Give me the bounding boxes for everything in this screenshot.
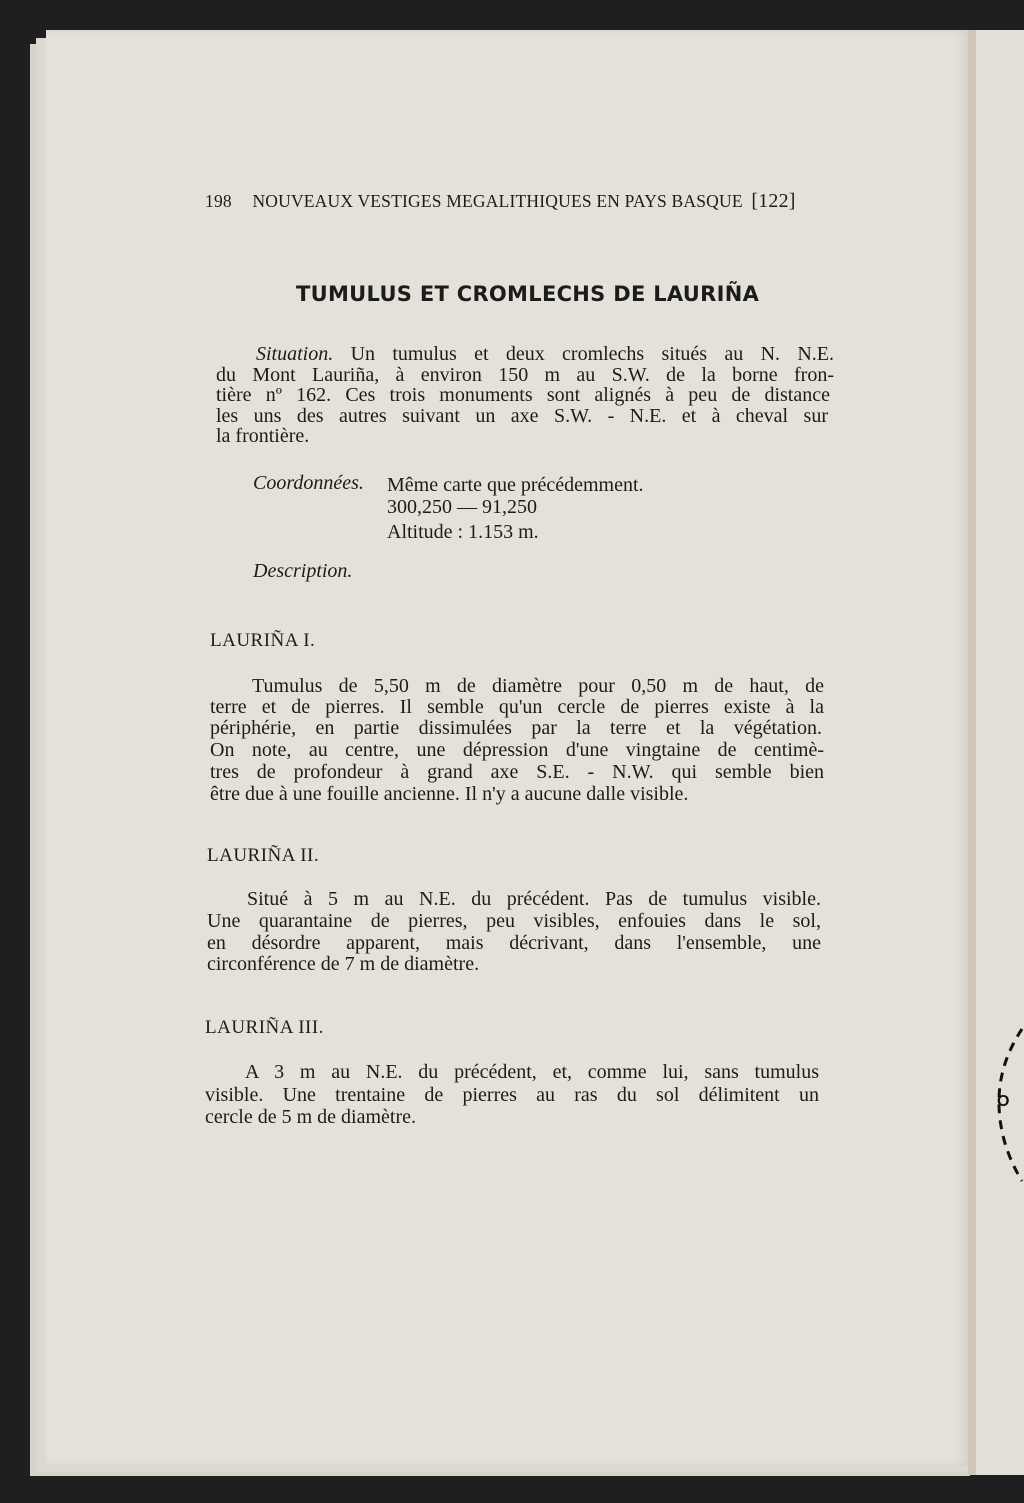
section-line: visible. Une trentaine de pierres au ras du sol délimitent un bbox=[205, 1084, 819, 1106]
section-line: en désordre apparent, mais décrivant, dans l'ensemble, une bbox=[207, 932, 821, 954]
coordinates-line: 300,250 — 91,250 bbox=[387, 496, 537, 518]
coordinates-label: Coordonnées. bbox=[253, 472, 364, 494]
situation-line: les uns des autres suivant un axe S.W. - N.E. et à cheval sur bbox=[216, 405, 828, 427]
section-heading: LAURIÑA II. bbox=[207, 845, 320, 866]
page-title: TUMULUS ET CROMLECHS DE LAURIÑA bbox=[296, 282, 760, 306]
section-line: tres de profondeur à grand axe S.E. - N.W. qui semble bien bbox=[210, 761, 824, 783]
next-page-edge bbox=[976, 30, 1024, 1475]
coordinates-line: Même carte que précédemment. bbox=[387, 474, 644, 496]
section-line: On note, au centre, une dépression d'une vingtaine de centimè- bbox=[210, 739, 824, 761]
diagram-stone-label: O bbox=[997, 1093, 1010, 1110]
section-line: circonférence de 7 m de diamètre. bbox=[207, 953, 480, 975]
section-line: Une quarantaine de pierres, peu visibles, enfouies dans le sol, bbox=[207, 910, 821, 932]
running-title: NOUVEAUX VESTIGES MEGALITHIQUES EN PAYS BASQUE bbox=[252, 191, 743, 211]
running-head bbox=[205, 190, 796, 213]
section-line: Situé à 5 m au N.E. du précédent. Pas de tumulus visible. bbox=[247, 888, 821, 910]
section-line: périphérie, en partie dissimulées par la terre et la végétation. bbox=[210, 717, 822, 739]
section-line: A 3 m au N.E. du précédent, et, comme lui, sans tumulus bbox=[245, 1061, 819, 1083]
section-heading: LAURIÑA III. bbox=[205, 1017, 324, 1038]
section-line: cercle de 5 m de diamètre. bbox=[205, 1106, 416, 1128]
book-gutter bbox=[968, 30, 976, 1475]
situation-line: du Mont Lauriña, à environ 150 m au S.W. de la borne fron- bbox=[216, 364, 834, 386]
situation-line: tière nº 162. Ces trois monuments sont alignés à peu de distance bbox=[216, 384, 830, 406]
coordinates-line: Altitude : 1.153 m. bbox=[387, 521, 539, 543]
page-number: 198 bbox=[205, 191, 232, 211]
situation-label: Situation. bbox=[256, 343, 334, 365]
description-label: Description. bbox=[253, 560, 353, 582]
situation-line: Situation. Un tumulus et deux cromlechs situés au N. N.E. bbox=[256, 343, 835, 365]
section-line: terre et de pierres. Il semble qu'un cercle de pierres existe à la bbox=[210, 696, 824, 718]
section-line: Tumulus de 5,50 m de diamètre pour 0,50 m de haut, de bbox=[252, 675, 824, 697]
original-page-number: [122] bbox=[751, 190, 796, 212]
section-line: être due à une fouille ancienne. Il n'y a aucune dalle visible. bbox=[210, 783, 689, 805]
situation-line: la frontière. bbox=[216, 425, 310, 447]
section-heading: LAURIÑA I. bbox=[210, 630, 316, 651]
